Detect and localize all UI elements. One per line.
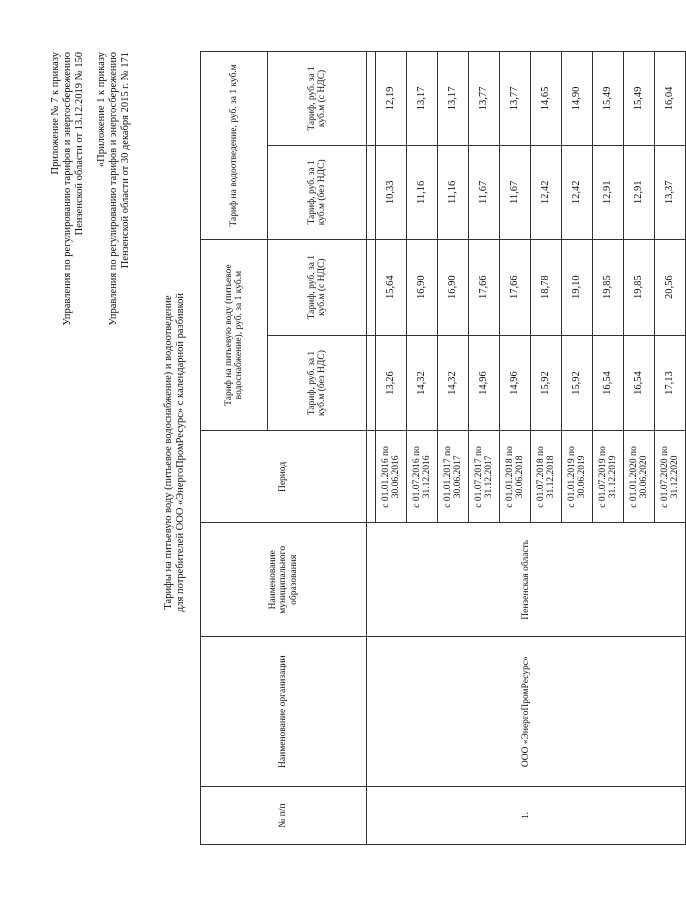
municipality-name: Пензенская область xyxy=(367,523,686,637)
order-appendix-header xyxy=(50,52,86,326)
sewer-vat-cell: 16,04 xyxy=(655,52,686,146)
original-appendix-header xyxy=(96,52,132,326)
sewer-no-vat-cell: 11,67 xyxy=(500,145,531,239)
water-vat-cell: 18,78 xyxy=(531,239,562,335)
period-cell: с 01.01.2016 по 30.06.2016 xyxy=(376,431,407,523)
period-cell: с 01.01.2017 по 30.06.2017 xyxy=(438,431,469,523)
spacer-cell xyxy=(367,431,376,523)
col-header-sewer-no-vat: Тариф, руб. за 1 куб.м (без НДС) xyxy=(268,145,367,239)
sewer-vat-cell: 14,90 xyxy=(562,52,593,146)
water-vat-cell: 17,66 xyxy=(469,239,500,335)
title-line: для потребителей ООО «ЭнергоПромРесурс» с календарной разбивкой xyxy=(175,292,186,613)
row-number: 1. xyxy=(367,787,686,845)
col-header-mun: Наименование муниципального образования xyxy=(201,523,367,637)
spacer-row xyxy=(367,52,376,845)
period-cell: с 01.07.2016 по 31.12.2016 xyxy=(407,431,438,523)
spacer-cell xyxy=(367,335,376,431)
water-no-vat-cell: 13,26 xyxy=(376,335,407,431)
header-line: Управления по регулированию тарифов и энергосбережению xyxy=(62,52,73,326)
period-cell: с 01.01.2018 по 30.06.2018 xyxy=(500,431,531,523)
sewer-no-vat-cell: 12,42 xyxy=(562,145,593,239)
water-no-vat-cell: 14,32 xyxy=(407,335,438,431)
water-no-vat-cell: 16,54 xyxy=(624,335,655,431)
col-header-water-vat: Тариф, руб. за 1 куб.м (с НДС) xyxy=(268,239,367,335)
water-vat-cell: 17,66 xyxy=(500,239,531,335)
water-vat-cell: 16,90 xyxy=(407,239,438,335)
water-no-vat-cell: 17,13 xyxy=(655,335,686,431)
water-vat-cell: 19,85 xyxy=(624,239,655,335)
sewer-no-vat-cell: 11,16 xyxy=(407,145,438,239)
water-no-vat-cell: 15,92 xyxy=(531,335,562,431)
period-cell: с 01.07.2018 по 31.12.2018 xyxy=(531,431,562,523)
spacer-cell xyxy=(367,52,376,146)
sewer-vat-cell: 12,19 xyxy=(376,52,407,146)
water-vat-cell: 19,85 xyxy=(593,239,624,335)
col-header-sewer-vat: Тариф, руб. за 1 куб.м (с НДС) xyxy=(268,52,367,146)
period-cell: с 01.07.2017 по 31.12.2017 xyxy=(469,431,500,523)
sewer-no-vat-cell: 10,33 xyxy=(376,145,407,239)
sewer-no-vat-cell: 12,91 xyxy=(624,145,655,239)
period-cell: с 01.07.2019 по 31.12.2019 xyxy=(593,431,624,523)
header-line: Приложение № 7 к приказу xyxy=(50,52,61,175)
sewer-no-vat-cell: 12,91 xyxy=(593,145,624,239)
water-vat-cell: 19,10 xyxy=(562,239,593,335)
header-line: Пензенской области от 13.12.2019 № 150 xyxy=(74,52,85,236)
col-header-water-no-vat: Тариф, руб. за 1 куб.м (без НДС) xyxy=(268,335,367,431)
col-header-period: Период xyxy=(201,431,367,523)
sewer-no-vat-cell: 11,16 xyxy=(438,145,469,239)
sewer-vat-cell: 14,65 xyxy=(531,52,562,146)
water-vat-cell: 16,90 xyxy=(438,239,469,335)
period-cell: с 01.07.2020 по 31.12.2020 xyxy=(655,431,686,523)
sewer-no-vat-cell: 12,42 xyxy=(531,145,562,239)
sewer-vat-cell: 13,77 xyxy=(469,52,500,146)
water-vat-cell: 20,56 xyxy=(655,239,686,335)
title-line: Тарифы на питьевую воду (питьевое водоснабжение) и водоотведение xyxy=(163,295,174,610)
col-header-num: № п/п xyxy=(201,787,367,845)
period-cell: с 01.01.2020 по 30.06.2020 xyxy=(624,431,655,523)
water-vat-cell: 15,64 xyxy=(376,239,407,335)
header-row xyxy=(201,52,268,845)
header-line: Пензенской области от 30 декабря 2015 г. № 171 xyxy=(120,52,131,269)
water-no-vat-cell: 14,96 xyxy=(500,335,531,431)
document-title xyxy=(163,0,187,905)
header-line: Управления по регулированию тарифов и энергосбережению xyxy=(108,52,119,326)
col-group-sewer: Тариф на водоотведение, руб. за 1 куб.м xyxy=(201,52,268,240)
org-name: ООО «ЭнергоПромРесурс» xyxy=(367,637,686,787)
sewer-vat-cell: 13,77 xyxy=(500,52,531,146)
spacer-cell xyxy=(367,145,376,239)
water-no-vat-cell: 15,92 xyxy=(562,335,593,431)
sewer-no-vat-cell: 13,37 xyxy=(655,145,686,239)
sewer-vat-cell: 13,17 xyxy=(438,52,469,146)
period-cell: с 01.01.2019 по 30.06.2019 xyxy=(562,431,593,523)
col-header-org: Наименование организации xyxy=(201,637,367,787)
water-no-vat-cell: 14,32 xyxy=(438,335,469,431)
tariff-table xyxy=(200,51,686,845)
sewer-vat-cell: 15,49 xyxy=(624,52,655,146)
water-no-vat-cell: 16,54 xyxy=(593,335,624,431)
sewer-no-vat-cell: 11,67 xyxy=(469,145,500,239)
water-no-vat-cell: 14,96 xyxy=(469,335,500,431)
sewer-vat-cell: 15,49 xyxy=(593,52,624,146)
sewer-vat-cell: 13,17 xyxy=(407,52,438,146)
spacer-cell xyxy=(367,239,376,335)
col-group-water: Тариф на питьевую воду (питьевое водоснабжение), руб. за 1 куб.м xyxy=(201,239,268,431)
header-line: «Приложение 1 к приказу xyxy=(96,52,107,168)
